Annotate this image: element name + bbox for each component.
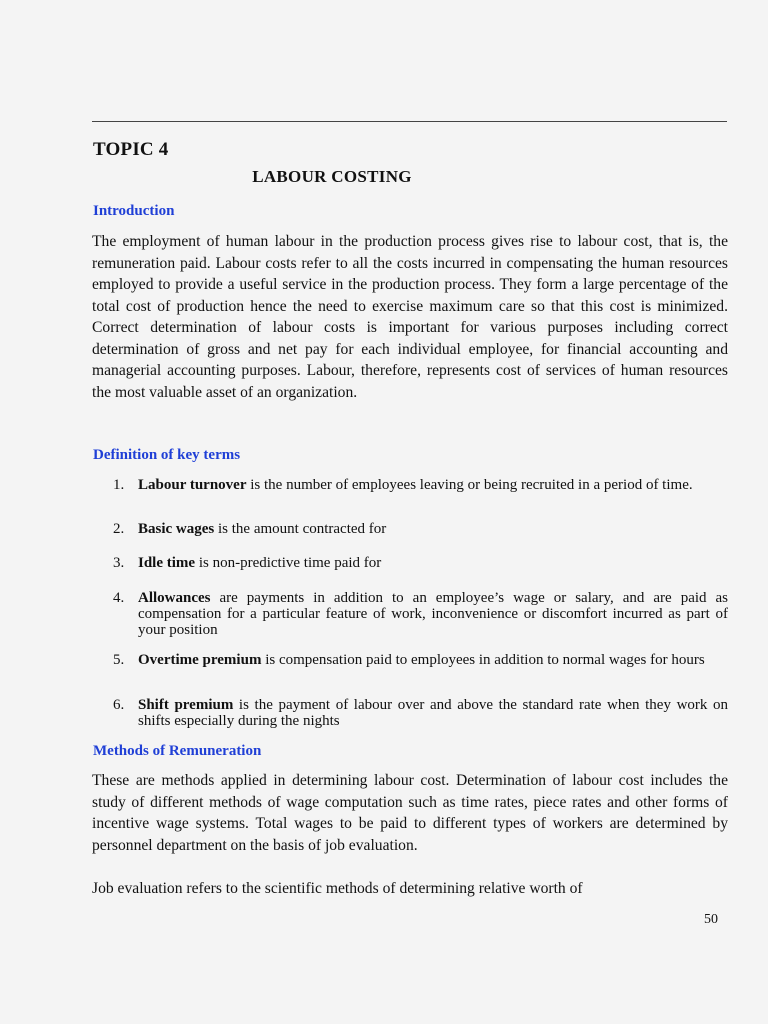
heading-definitions: Definition of key terms: [93, 447, 241, 463]
definition: is compensation paid to employees in addition to normal wages for hours: [261, 652, 705, 668]
term: Labour turnover: [138, 477, 247, 493]
remuneration-paragraph: These are methods applied in determining labour cost. Determination of labour cost includes the study of different methods of wage computation such as time rates, piece rates and other forms of incentive wage systems. Total wages to be paid to different types of workers are determined by personnel department on the basis of job evaluation.: [92, 772, 728, 854]
definition: are payments in addition to an employee’s wage or salary, and are paid as compensation for a particular feature of work, inconvenience or discomfort incurred as part of your position: [138, 590, 728, 638]
list-number: 1.: [113, 477, 125, 493]
list-item: [92, 590, 728, 638]
list-item: [92, 652, 728, 668]
page-number: 50: [704, 912, 718, 927]
list-item: [92, 477, 728, 493]
list-item: [92, 521, 728, 537]
list-number: 4.: [113, 590, 125, 606]
list-number: 6.: [113, 697, 125, 713]
job-evaluation-paragraph: Job evaluation refers to the scientific methods of determining relative worth of: [92, 880, 583, 897]
heading-remuneration: Methods of Remuneration: [93, 743, 262, 759]
definition: is the amount contracted for: [214, 521, 387, 537]
topic-label: TOPIC 4: [93, 139, 169, 160]
list-item: [92, 697, 728, 729]
list-number: 5.: [113, 652, 125, 668]
term: Allowances: [138, 590, 211, 606]
term: Shift premium: [138, 697, 234, 713]
list-number: 2.: [113, 521, 125, 537]
introduction-paragraph: The employment of human labour in the production process gives rise to labour cost, that is, the remuneration paid. Labour costs refer to all the costs incurred in compensating the human resources employed to provide a useful service in the production process. They form a large percentage of the total cost of production hence the need to exercise maximum care so that this cost is minimized. Correct determination of labour costs is important for various purposes including correct determination of gross and net pay for each individual employee, for financial accounting and managerial accounting purposes. Labour, therefore, represents cost of services of human resources the most valuable asset of an organization.: [92, 233, 728, 401]
definition: is non-predictive time paid for: [195, 555, 382, 571]
definition: is the payment of labour over and above the standard rate when they work on shifts especially during the nights: [138, 697, 728, 729]
term: Idle time: [138, 555, 196, 571]
term: Overtime premium: [138, 652, 262, 668]
heading-introduction: Introduction: [93, 203, 175, 219]
page-title: LABOUR COSTING: [252, 167, 412, 186]
definition: is the number of employees leaving or being recruited in a period of time.: [246, 477, 693, 493]
list-item: [92, 555, 728, 571]
header-rule: [92, 121, 727, 122]
term: Basic wages: [138, 521, 215, 537]
list-number: 3.: [113, 555, 125, 571]
